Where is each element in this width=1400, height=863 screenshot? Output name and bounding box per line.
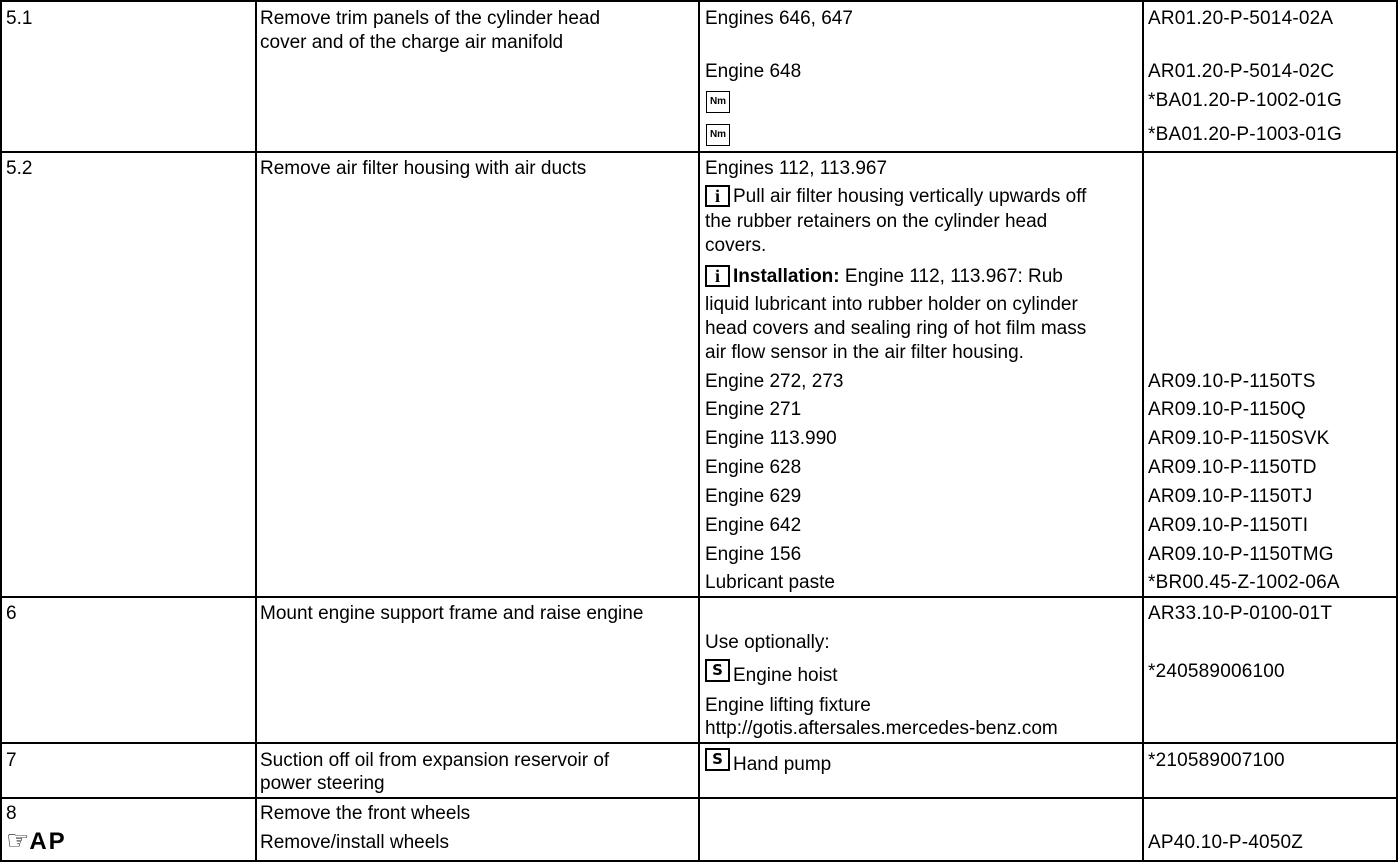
info-note-line: Pull air filter housing vertically upwards off — [733, 186, 1087, 207]
operation-text: Remove trim panels of the cylinder head — [260, 8, 601, 29]
note-text: Engine 648 — [705, 61, 802, 82]
document-reference-link[interactable]: AR01.20-P-5014-02A — [1148, 8, 1334, 29]
step-number: 5.2 — [6, 158, 33, 179]
tool-item — [705, 748, 832, 775]
info-note-line: liquid lubricant into rubber holder on cylinder — [705, 294, 1078, 315]
col-divider — [1396, 0, 1398, 862]
note-text: Engines 112, 113.967 — [705, 158, 888, 179]
operation-text: Remove air filter housing with air ducts — [260, 158, 587, 179]
document-reference-link[interactable]: AR09.10-P-1150TMG — [1148, 544, 1334, 565]
note-text: Use optionally: — [705, 632, 830, 653]
info-note — [705, 185, 1086, 209]
info-note-line: air flow sensor in the air filter housing. — [705, 342, 1024, 363]
document-reference-link[interactable]: AR09.10-P-1150TS — [1148, 371, 1316, 392]
info-icon: i — [705, 185, 730, 207]
info-note — [705, 265, 1063, 289]
document-reference-link[interactable]: *BA01.20-P-1003-01G — [1148, 124, 1342, 145]
operation-text: cover and of the charge air manifold — [260, 32, 564, 53]
info-note-line: head covers and sealing ring of hot film mass — [705, 318, 1087, 339]
ap-reference[interactable] — [6, 826, 67, 856]
document-reference-link[interactable]: AR09.10-P-1150TI — [1148, 515, 1309, 536]
document-reference-link[interactable]: AP40.10-P-4050Z — [1148, 832, 1304, 853]
tool-part-number-link[interactable]: *240589006100 — [1148, 661, 1285, 682]
torque-icon: Nm — [706, 123, 730, 147]
info-note-line: Engine 112, 113.967: Rub — [839, 266, 1063, 287]
document-reference-link[interactable]: *BA01.20-P-1002-01G — [1148, 90, 1342, 111]
document-reference-link[interactable]: AR09.10-P-1150TD — [1148, 457, 1317, 478]
step-number: 5.1 — [6, 8, 33, 29]
note-text: Engine 629 — [705, 486, 802, 507]
note-text: Engine lifting fixture — [705, 695, 871, 716]
note-text: Engine 271 — [705, 399, 802, 420]
document-reference-link[interactable]: AR01.20-P-5014-02C — [1148, 61, 1335, 82]
external-url-link[interactable]: http://gotis.aftersales.mercedes-benz.com — [705, 718, 1058, 739]
installation-label: Installation: — [733, 266, 840, 287]
col-divider — [698, 0, 700, 862]
note-text: Engines 646, 647 — [705, 8, 853, 29]
info-note-line: the rubber retainers on the cylinder head — [705, 211, 1048, 232]
info-icon: i — [705, 265, 730, 287]
note-text: Engine 156 — [705, 544, 802, 565]
note-text: Engine 272, 273 — [705, 371, 844, 392]
col-divider — [0, 0, 2, 862]
tool-label: Hand pump — [733, 754, 832, 775]
note-text: Engine 628 — [705, 457, 802, 478]
info-note-line: covers. — [705, 235, 767, 256]
note-text: Engine 642 — [705, 515, 802, 536]
operation-text: Suction off oil from expansion reservoir of — [260, 750, 610, 771]
pointing-hand-icon: ☞ — [6, 826, 30, 856]
tool-label: Engine hoist — [733, 665, 838, 686]
document-reference-link[interactable]: AR09.10-P-1150SVK — [1148, 428, 1330, 449]
document-reference-link[interactable]: AR09.10-P-1150Q — [1148, 399, 1306, 420]
step-number: 7 — [6, 750, 17, 771]
document-reference-link[interactable]: AR33.10-P-0100-01T — [1148, 603, 1333, 624]
operation-text: Remove/install wheels — [260, 832, 450, 853]
col-divider — [255, 0, 257, 862]
tool-part-number-link[interactable]: *210589007100 — [1148, 750, 1285, 771]
operation-text: Remove the front wheels — [260, 803, 471, 824]
torque-icon: Nm — [706, 90, 730, 114]
step-number: 8 — [6, 803, 17, 824]
col-divider — [1142, 0, 1144, 862]
note-text: Engine 113.990 — [705, 428, 837, 449]
tool-item — [705, 659, 838, 686]
note-text: Lubricant paste — [705, 572, 835, 593]
special-tool-icon: S — [705, 748, 730, 771]
document-reference-link[interactable]: *BR00.45-Z-1002-06A — [1148, 572, 1340, 593]
operation-text: power steering — [260, 773, 385, 794]
step-number: 6 — [6, 603, 17, 624]
operation-text: Mount engine support frame and raise engine — [260, 603, 644, 624]
document-reference-link[interactable]: AR09.10-P-1150TJ — [1148, 486, 1313, 507]
ap-label: AP — [29, 828, 67, 855]
special-tool-icon: S — [705, 659, 730, 682]
